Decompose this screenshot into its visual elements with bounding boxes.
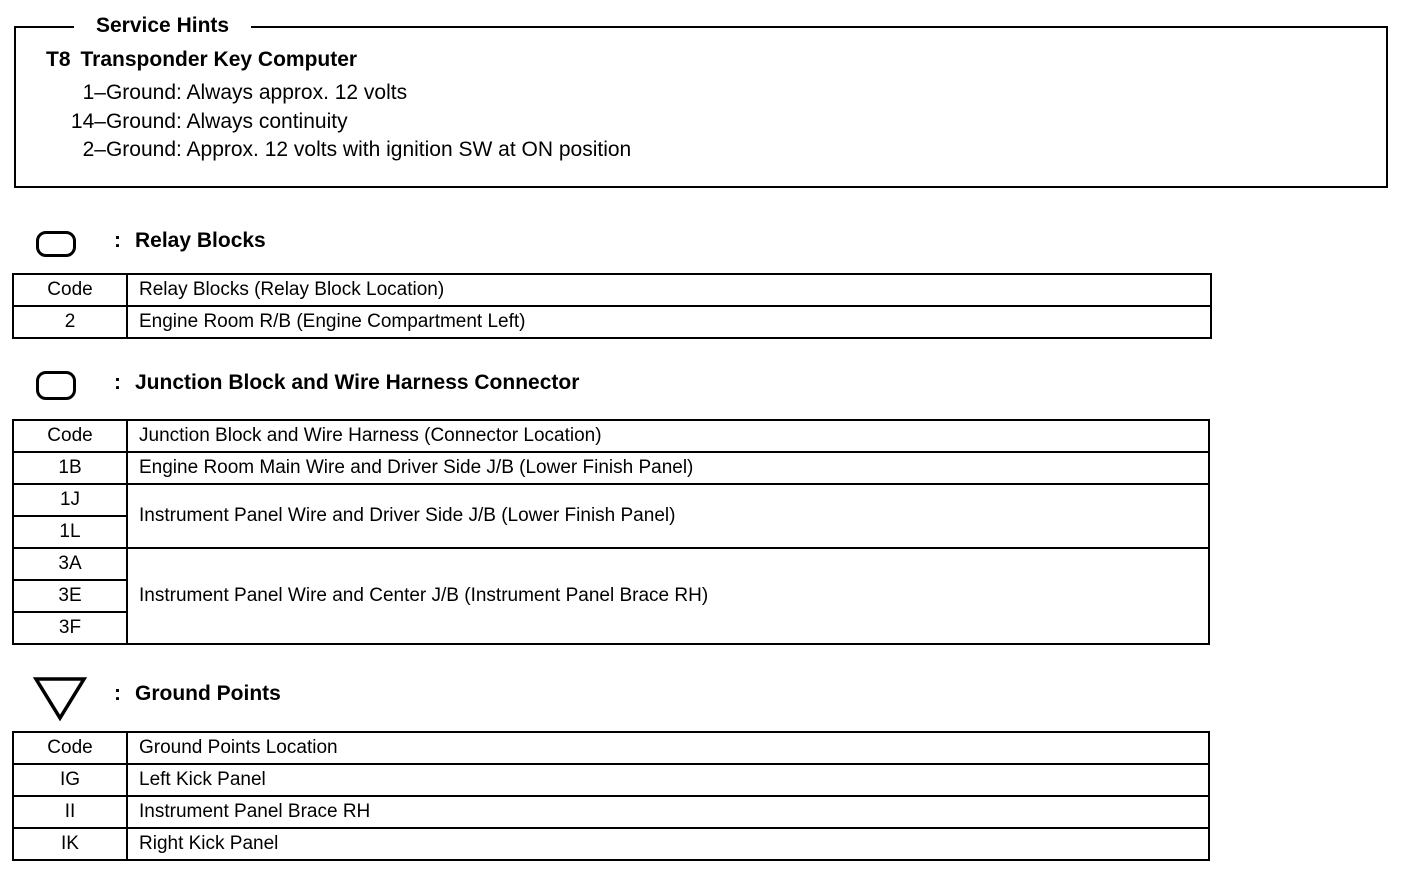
hint-line xyxy=(58,137,631,163)
table-row xyxy=(13,306,1211,338)
table-header-row xyxy=(13,732,1209,764)
hint-pin: 2–Ground xyxy=(82,138,176,161)
junction-blocks-title: Junction Block and Wire Harness Connector xyxy=(135,371,580,394)
location-header: Ground Points Location xyxy=(127,732,1209,764)
location-cell: Instrument Panel Brace RH xyxy=(127,796,1209,828)
junction-blocks-table xyxy=(12,419,1210,645)
table-row xyxy=(13,484,1209,516)
code-cell: 1B xyxy=(13,452,127,484)
location-cell: Right Kick Panel xyxy=(127,828,1209,860)
part-name: Transponder Key Computer xyxy=(80,48,358,71)
junction-block-oval-icon xyxy=(36,371,76,400)
hint-line xyxy=(58,109,348,135)
code-cell: 3A xyxy=(13,548,127,580)
ground-points-title: Ground Points xyxy=(135,682,281,705)
code-cell: 1J xyxy=(13,484,127,516)
heading-colon: : xyxy=(114,229,121,252)
hint-desc: : Approx. 12 volts with ignition SW at ON position xyxy=(176,138,632,161)
code-cell: IG xyxy=(13,764,127,796)
code-cell: 2 xyxy=(13,306,127,338)
code-cell: 3F xyxy=(13,612,127,644)
location-cell: Engine Room R/B (Engine Compartment Left) xyxy=(127,306,1211,338)
hint-desc: : Always continuity xyxy=(176,110,348,133)
hint-desc: : Always approx. 12 volts xyxy=(176,81,408,104)
hint-pin: 1–Ground xyxy=(82,81,176,104)
location-cell: Instrument Panel Wire and Center J/B (Instrument Panel Brace RH) xyxy=(127,548,1209,644)
code-header: Code xyxy=(13,420,127,452)
location-cell: Engine Room Main Wire and Driver Side J/B (Lower Finish Panel) xyxy=(127,452,1209,484)
ground-point-triangle-icon xyxy=(32,676,88,722)
heading-colon: : xyxy=(114,371,121,394)
table-row xyxy=(13,548,1209,580)
location-cell: Left Kick Panel xyxy=(127,764,1209,796)
location-header: Relay Blocks (Relay Block Location) xyxy=(127,274,1211,306)
location-cell: Instrument Panel Wire and Driver Side J/B (Lower Finish Panel) xyxy=(127,484,1209,548)
service-hints-title: Service Hints xyxy=(74,12,251,40)
code-header: Code xyxy=(13,274,127,306)
part-heading xyxy=(46,48,367,72)
table-row xyxy=(13,796,1209,828)
table-header-row xyxy=(13,274,1211,306)
relay-blocks-title: Relay Blocks xyxy=(135,229,266,252)
table-row xyxy=(13,828,1209,860)
table-row xyxy=(13,764,1209,796)
code-header: Code xyxy=(13,732,127,764)
part-code: T8 xyxy=(46,48,71,71)
code-cell: IK xyxy=(13,828,127,860)
hint-line xyxy=(58,80,407,106)
code-cell: 1L xyxy=(13,516,127,548)
heading-colon: : xyxy=(114,682,121,705)
code-cell: 3E xyxy=(13,580,127,612)
location-header: Junction Block and Wire Harness (Connector Location) xyxy=(127,420,1209,452)
table-row xyxy=(13,452,1209,484)
relay-block-oval-icon xyxy=(36,231,76,257)
code-cell: II xyxy=(13,796,127,828)
hint-pin: 14–Ground xyxy=(70,110,176,133)
relay-blocks-table xyxy=(12,273,1212,339)
ground-points-table xyxy=(12,731,1210,861)
table-header-row xyxy=(13,420,1209,452)
